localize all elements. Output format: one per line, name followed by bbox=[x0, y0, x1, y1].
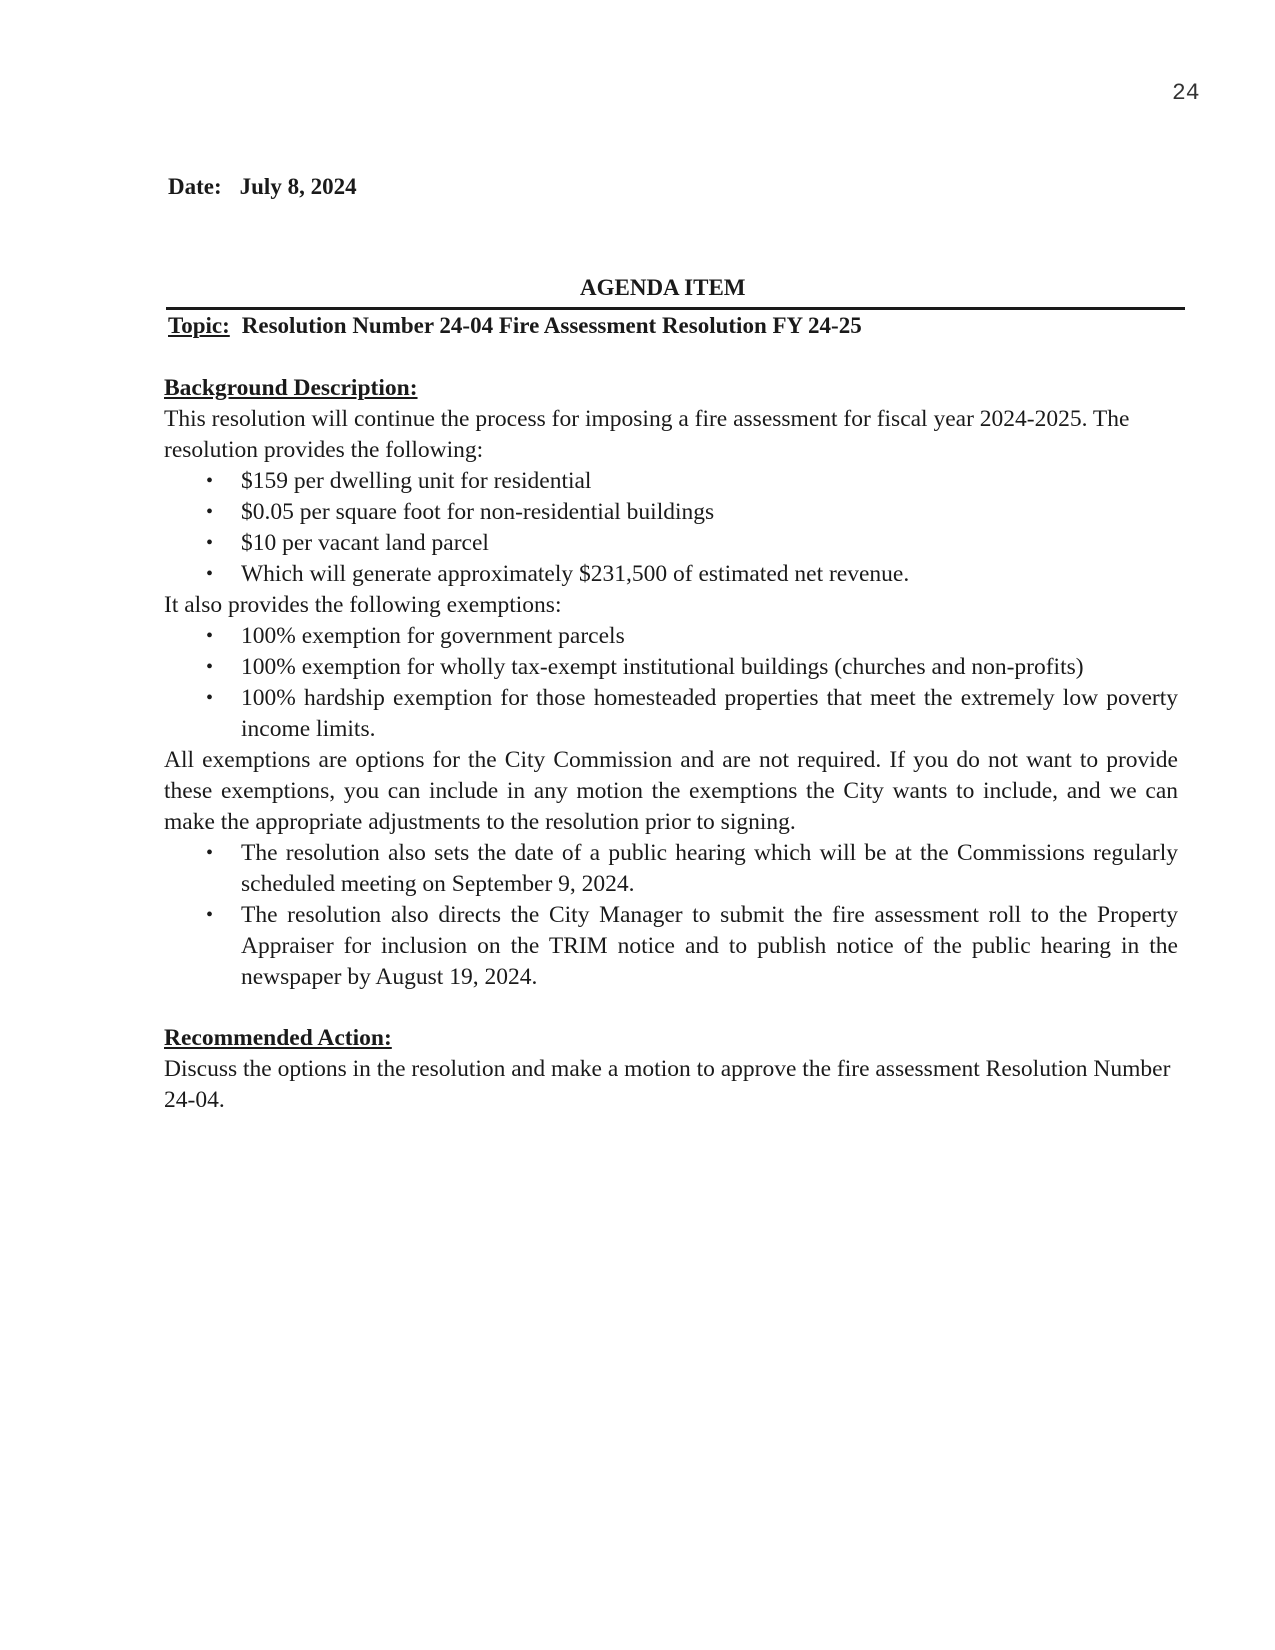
provisions-list bbox=[164, 466, 1178, 590]
bullet-icon: • bbox=[206, 501, 214, 523]
date-value: July 8, 2024 bbox=[239, 174, 357, 199]
heading-rule bbox=[166, 307, 1185, 310]
list-item: • 100% hardship exemption for those homesteaded properties that meet the extremely low poverty income limits. bbox=[206, 685, 1178, 742]
list-item: • The resolution also directs the City Manager to submit the fire assessment roll to the Property Appraiser for inclusion on the TRIM notice and to publish notice of the public hearing in the newspaper by August 19, 2024. bbox=[206, 902, 1178, 990]
list-item: • 100% exemption for government parcels bbox=[164, 621, 1178, 652]
date-label: Date: bbox=[168, 174, 222, 199]
bullet-icon: • bbox=[206, 842, 214, 864]
list-item: • The resolution also sets the date of a public hearing which will be at the Commissions regularly scheduled meeting on September 9, 2024. bbox=[206, 840, 1178, 897]
exemptions-list bbox=[164, 621, 1178, 745]
page-number: 24 bbox=[1172, 80, 1200, 106]
bullet-icon: • bbox=[206, 625, 214, 647]
topic-value: Resolution Number 24-04 Fire Assessment Resolution FY 24-25 bbox=[241, 313, 862, 338]
date-line bbox=[168, 174, 357, 200]
list-item: • $10 per vacant land parcel bbox=[164, 528, 1178, 559]
section-spacer bbox=[164, 993, 1178, 1023]
list-item: • $159 per dwelling unit for residential bbox=[164, 466, 1178, 497]
recommended-text: Discuss the options in the resolution and make a motion to approve the fire assessment Resolution Number 24-04. bbox=[164, 1056, 1171, 1113]
topic-line bbox=[168, 313, 862, 339]
list-item: • 100% exemption for wholly tax-exempt institutional buildings (churches and non-profits) bbox=[164, 652, 1178, 683]
list-item: • Which will generate approximately $231,500 of estimated net revenue. bbox=[164, 559, 1178, 590]
agenda-heading: AGENDA ITEM bbox=[580, 275, 746, 300]
additional-list bbox=[164, 838, 1178, 993]
background-heading: Background Description: bbox=[164, 375, 418, 401]
bullet-icon: • bbox=[206, 656, 214, 678]
bullet-icon: • bbox=[206, 904, 214, 926]
bullet-icon: • bbox=[206, 470, 214, 492]
bullet-icon: • bbox=[206, 687, 214, 709]
document-body bbox=[164, 373, 1178, 1116]
recommended-heading: Recommended Action: bbox=[164, 1025, 392, 1051]
exemptions-intro: It also provides the following exemptions: bbox=[164, 592, 562, 618]
list-item: • $0.05 per square foot for non-residential buildings bbox=[164, 497, 1178, 528]
options-paragraph: All exemptions are options for the City Commission and are not required. If you do not want to provide these exemptions, you can include in any motion the exemptions the City wants to include, and we can make the appropriate adjustments to the resolution prior to signing. bbox=[164, 747, 1178, 835]
background-intro: This resolution will continue the process for imposing a fire assessment for fiscal year 2024-2025. The resolution provides the following: bbox=[164, 406, 1130, 463]
topic-label: Topic: bbox=[168, 313, 230, 338]
bullet-icon: • bbox=[206, 532, 214, 554]
bullet-icon: • bbox=[206, 563, 214, 585]
